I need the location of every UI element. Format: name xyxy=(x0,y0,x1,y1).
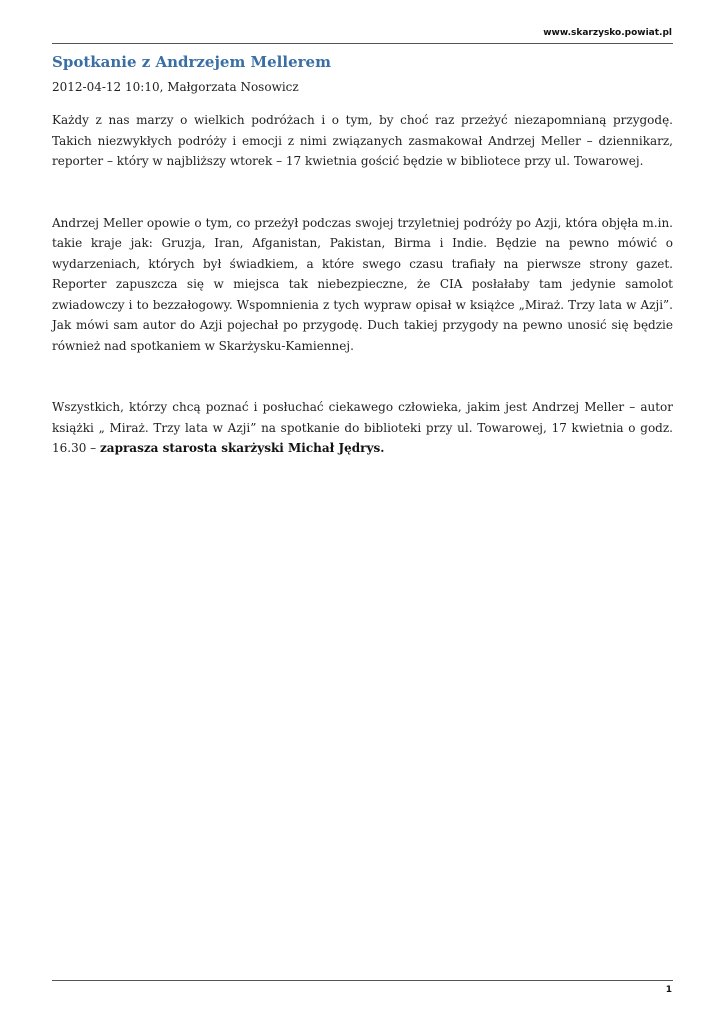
paragraph-invitation-host: zaprasza starosta skarżyski Michał Jędrys. xyxy=(99,441,385,455)
paragraph-travel: Andrzej Meller opowie o tym, co przeżył podczas swojej trzyletniej podróży po Azji, która objęła m.in. takie kraje jak: Gruzja, Iran, Afganistan, Pakistan, Birma i Indie. Będzie na pewno mówić o wydarzeniach, których był świadkiem, a które swego czasu trafiały na pierwsze strony gazet. Reporter zapuszcza się w miejsca tak niebezpieczne, że CIA posłałaby tam jedynie samolot zwiadowczy i to bezzałogowy. Wspomnienia z tych wypraw opisał w książce „Miraż. Trzy lata w Azji”. Jak mówi sam autor do Azji pojechał po przygodę. Duch takiej przygody na pewno unosić się będzie również nad spotkaniem w Skarżysku-Kamiennej. xyxy=(52,215,673,353)
article-title: Spotkanie z Andrzejem Mellerem xyxy=(52,53,331,71)
header-divider xyxy=(52,43,673,44)
paragraph-invitation xyxy=(52,397,673,459)
footer-divider xyxy=(52,980,673,981)
page-number: 1 xyxy=(665,985,672,995)
site-url: www.skarzysko.powiat.pl xyxy=(543,28,672,38)
paragraph-intro: Każdy z nas marzy o wielkich podróżach i o tym, by choć raz przeżyć niezapomnianą przygodę. Takich niezwykłych podróży i emocji z nimi związanych zasmakował Andrzej Meller – dziennikarz, reporter – który w najbliższy wtorek – 17 kwietnia gościć będzie w bibliotece przy ul. Towarowej. xyxy=(52,113,673,168)
article-meta: 2012-04-12 10:10, Małgorzata Nosowicz xyxy=(52,80,299,94)
paragraph-invitation-text: Wszystkich, którzy chcą poznać i posłuchać ciekawego człowieka, jakim jest Andrzej Meller – autor książki „ Miraż. Trzy lata w Azji” na spotkanie do biblioteki przy ul. Towarowej, 17 kwietnia o godz. 16.30 – xyxy=(52,400,673,455)
article-body xyxy=(52,110,673,459)
